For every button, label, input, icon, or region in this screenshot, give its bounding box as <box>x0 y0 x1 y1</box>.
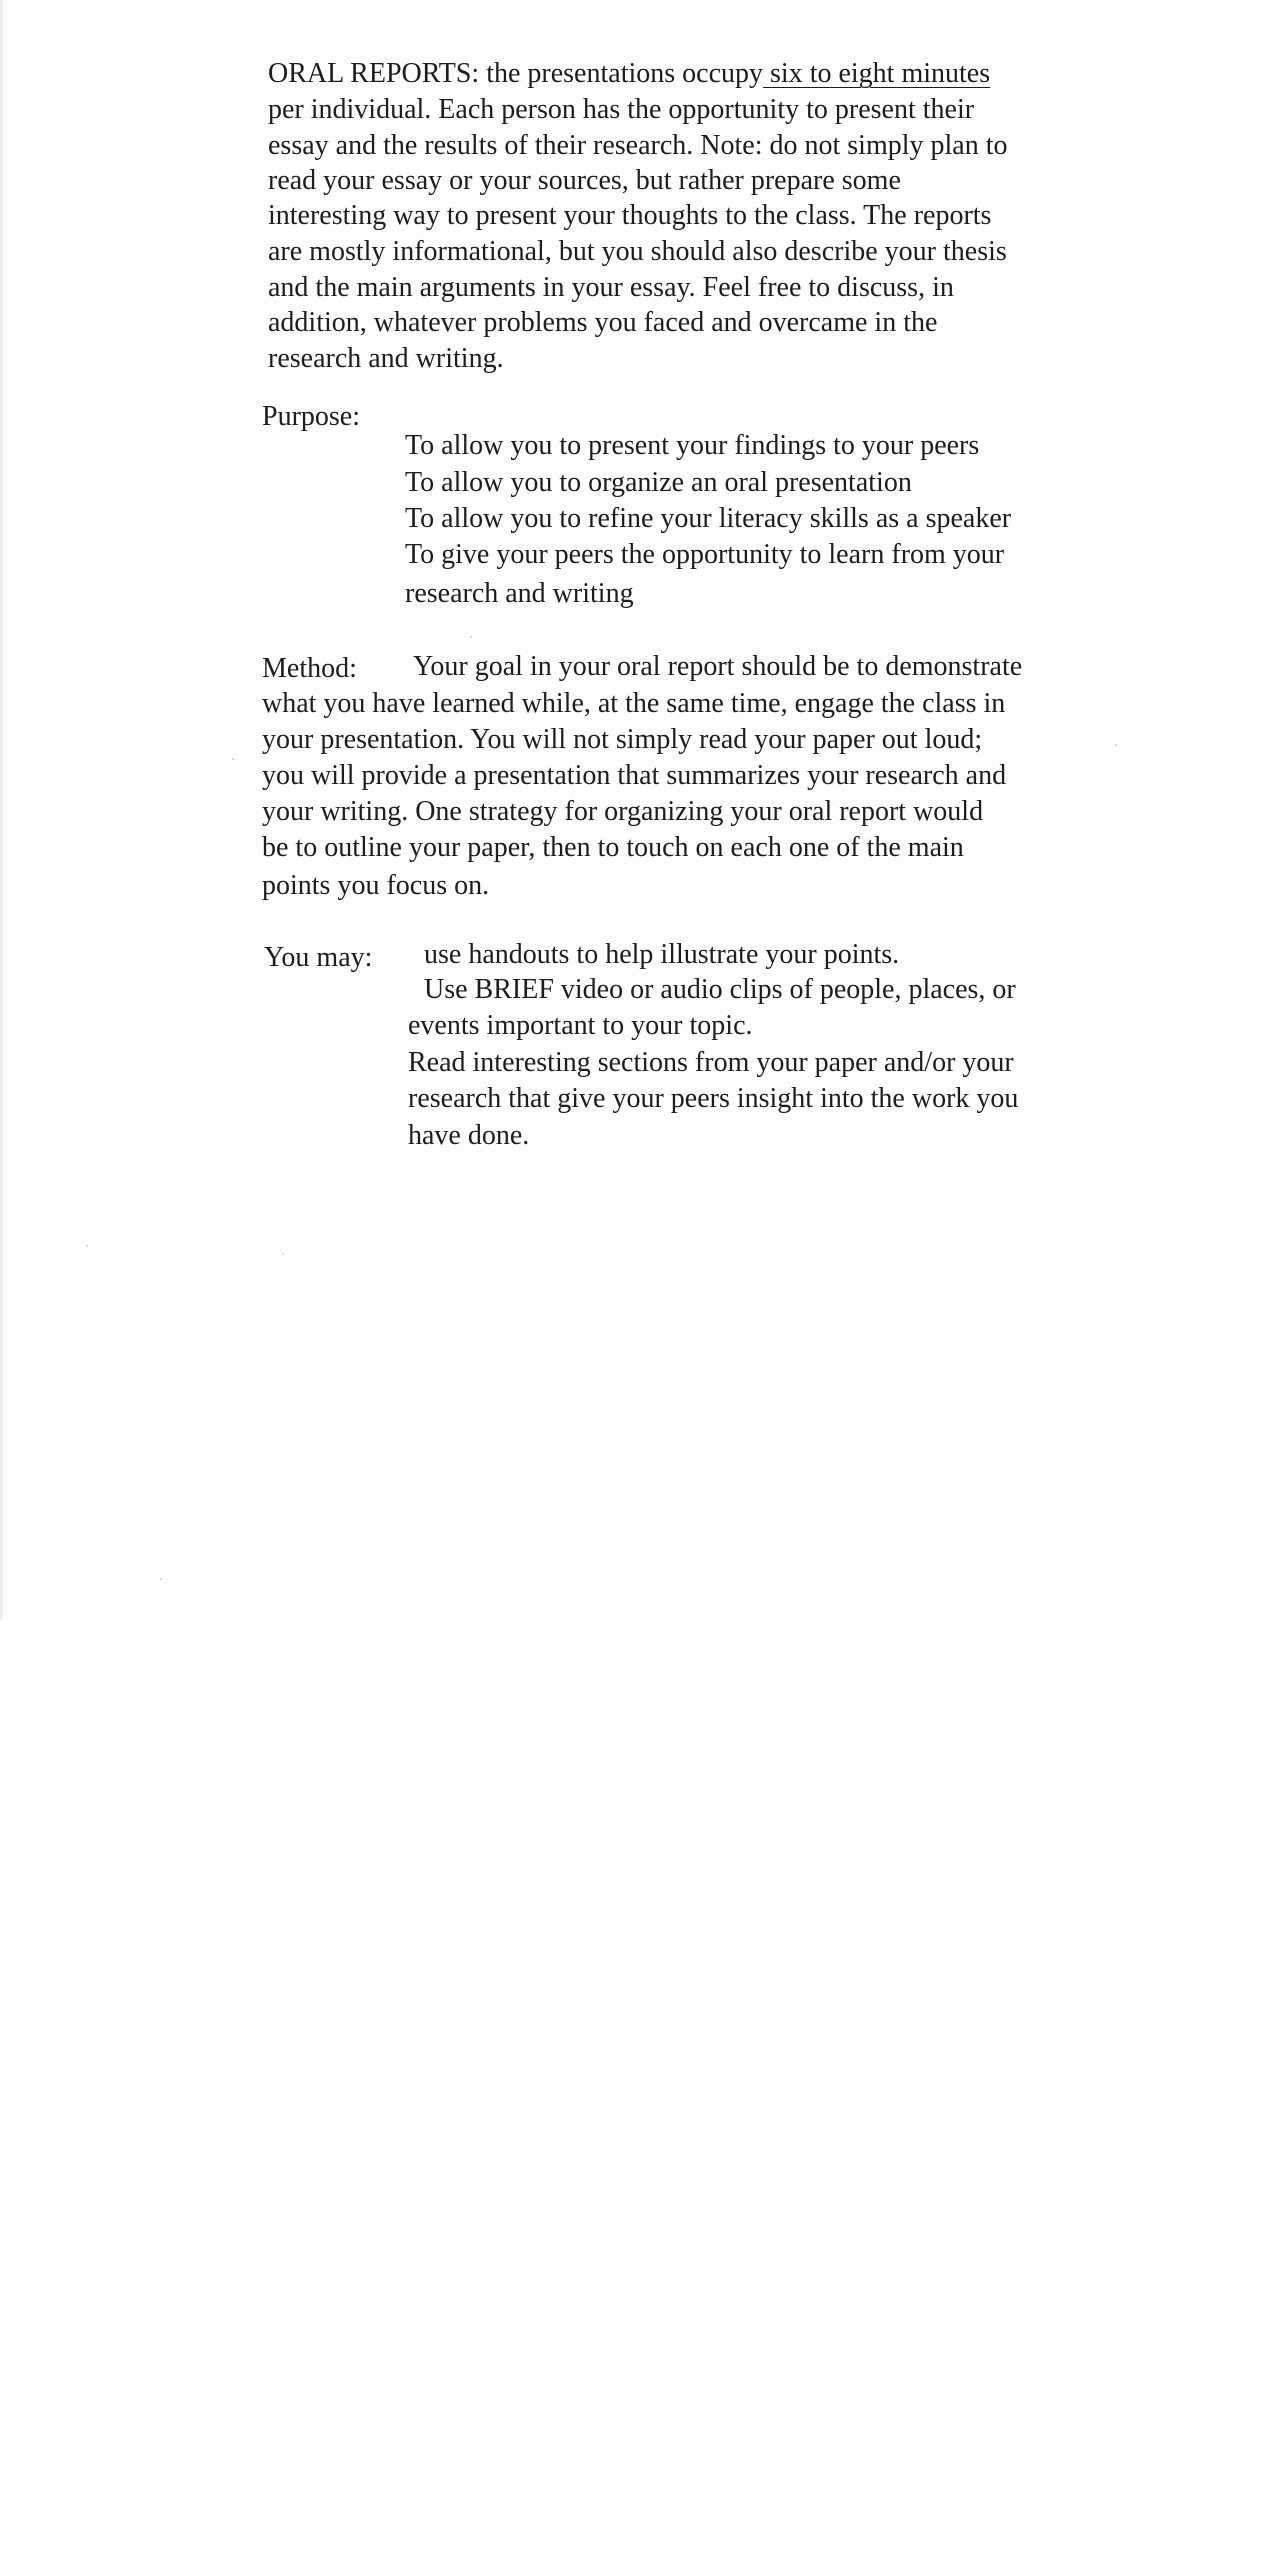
scan-speck <box>160 1578 162 1580</box>
you-may-item: events important to your topic. <box>408 1010 753 1041</box>
scan-speck <box>470 636 472 638</box>
scan-speck <box>232 758 234 760</box>
you-may-item: research that give your peers insight into the work you <box>408 1083 1019 1114</box>
you-may-label: You may: <box>264 942 373 973</box>
purpose-item: To allow you to refine your literacy skills as a speaker <box>405 503 1012 534</box>
you-may-item: Read interesting sections from your paper and/or your <box>408 1047 1014 1078</box>
intro-line: research and writing. <box>268 343 504 374</box>
scan-speck <box>282 1253 284 1255</box>
purpose-item: research and writing <box>405 578 634 609</box>
intro-line: and the main arguments in your essay. Feel free to discuss, in <box>268 272 954 303</box>
scan-speck <box>86 1245 88 1247</box>
intro-label: ORAL REPORTS: <box>268 58 480 89</box>
purpose-item: To allow you to present your findings to your peers <box>405 430 980 461</box>
intro-text: the presentations occupy <box>479 58 764 89</box>
underlined-duration: six to eight minutes <box>763 58 991 89</box>
intro-line: addition, whatever problems you faced and overcame in the <box>268 307 938 338</box>
method-line: what you have learned while, at the same time, engage the class in <box>262 688 1006 719</box>
purpose-item: To allow you to organize an oral presentation <box>405 467 912 498</box>
intro-line: essay and the results of their research. Note: do not simply plan to <box>268 130 1008 161</box>
intro-line: read your essay or your sources, but rather prepare some <box>268 165 901 196</box>
method-line: your writing. One strategy for organizing your oral report would <box>262 796 984 827</box>
method-line: your presentation. You will not simply read your paper out loud; <box>262 724 983 755</box>
intro-first-line <box>268 56 990 92</box>
intro-line: are mostly informational, but you should also describe your thesis <box>268 236 1007 267</box>
you-may-first-item: use handouts to help illustrate your points. <box>424 939 900 970</box>
method-first-line: Your goal in your oral report should be to demonstrate <box>413 651 1023 682</box>
you-may-item: Use BRIEF video or audio clips of people, places, or <box>424 974 1016 1005</box>
method-line: you will provide a presentation that summarizes your research and <box>262 760 1007 791</box>
scan-speck <box>1115 744 1117 746</box>
method-label: Method: <box>262 653 357 684</box>
purpose-item: To give your peers the opportunity to learn from your <box>405 539 1005 570</box>
purpose-label: Purpose: <box>262 401 360 432</box>
intro-line: per individual. Each person has the opportunity to present their <box>268 94 975 125</box>
intro-line: interesting way to present your thoughts to the class. The reports <box>268 200 992 231</box>
you-may-item: have done. <box>408 1120 530 1151</box>
method-line: be to outline your paper, then to touch on each one of the main <box>262 832 964 863</box>
method-line: points you focus on. <box>262 870 490 901</box>
